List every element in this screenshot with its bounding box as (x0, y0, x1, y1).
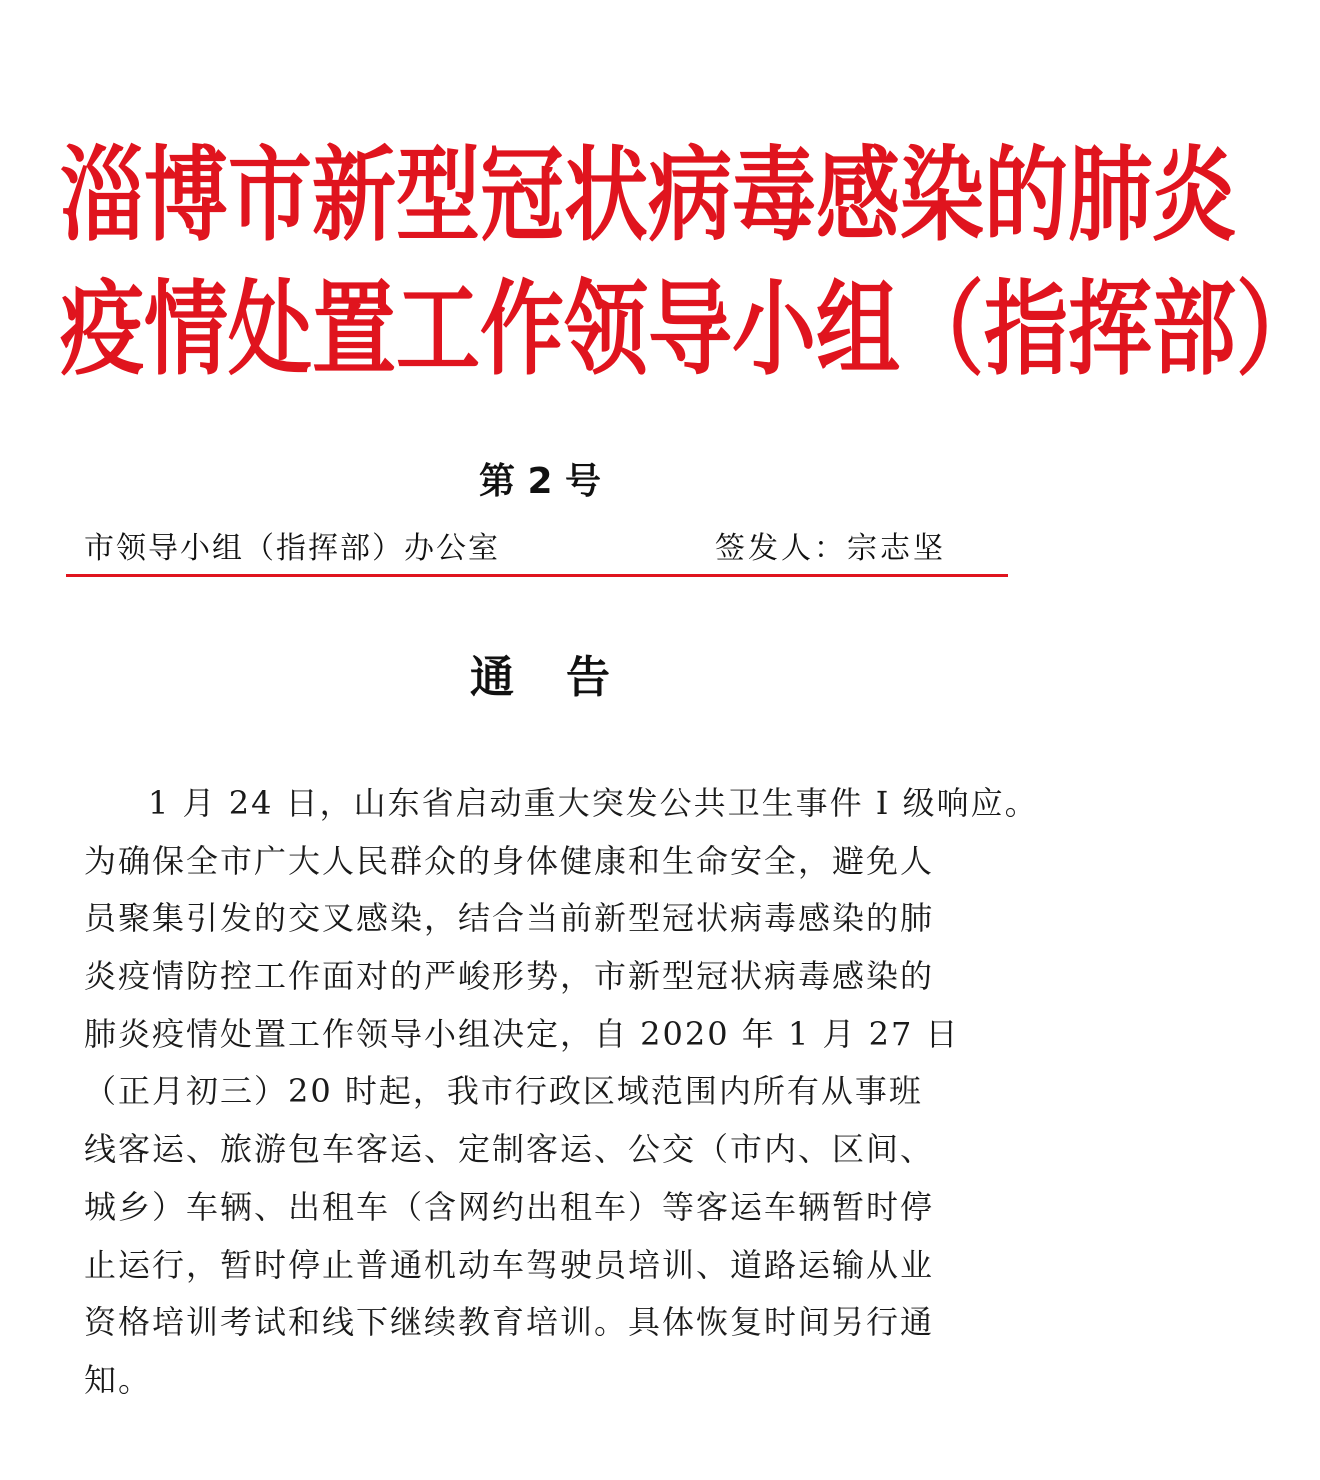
document-number: 第 2 号 (478, 461, 602, 502)
issuer-row (84, 527, 946, 571)
body-line: 知。 (84, 1360, 153, 1399)
body-line: 为确保全市广大人民群众的身体健康和生命安全，避免人 (84, 841, 935, 880)
body-line: 城乡）车辆、出租车（含网约出租车）等客运车辆暂时停 (84, 1187, 935, 1226)
signer: 签发人：宗志坚 (715, 531, 946, 566)
red-header-line-2: 疫情处置工作领导小组（指挥部） (60, 269, 1320, 389)
issuing-office: 市领导小组（指挥部）办公室 (84, 531, 500, 566)
red-header-line-1: 淄博市新型冠状病毒感染的肺炎 (60, 135, 1237, 255)
body-line: 线客运、旅游包车客运、定制客运、公交（市内、区间、 (84, 1130, 935, 1169)
body-line: 1 月 24 日，山东省启动重大突发公共卫生事件 I 级响应。 (148, 784, 1039, 822)
body-line: （正月初三）20 时起，我市行政区域范围内所有从事班 (84, 1072, 923, 1111)
red-divider-line (66, 574, 1008, 577)
notice-title (0, 648, 1080, 708)
body-line: 资格培训考试和线下继续教育培训。具体恢复时间另行通 (84, 1303, 935, 1342)
body-line: 肺炎疫情处置工作领导小组决定，自 2020 年 1 月 27 日 (84, 1014, 960, 1053)
notice-title-char-1: 通 (470, 652, 514, 703)
body-line: 员聚集引发的交叉感染，结合当前新型冠状病毒感染的肺 (84, 899, 935, 938)
body-line: 炎疫情防控工作面对的严峻形势，市新型冠状病毒感染的 (84, 957, 935, 996)
notice-body (84, 775, 1039, 1410)
body-line: 止运行，暂时停止普通机动车驾驶员培训、道路运输从业 (84, 1245, 935, 1284)
notice-title-char-2: 告 (566, 652, 610, 703)
